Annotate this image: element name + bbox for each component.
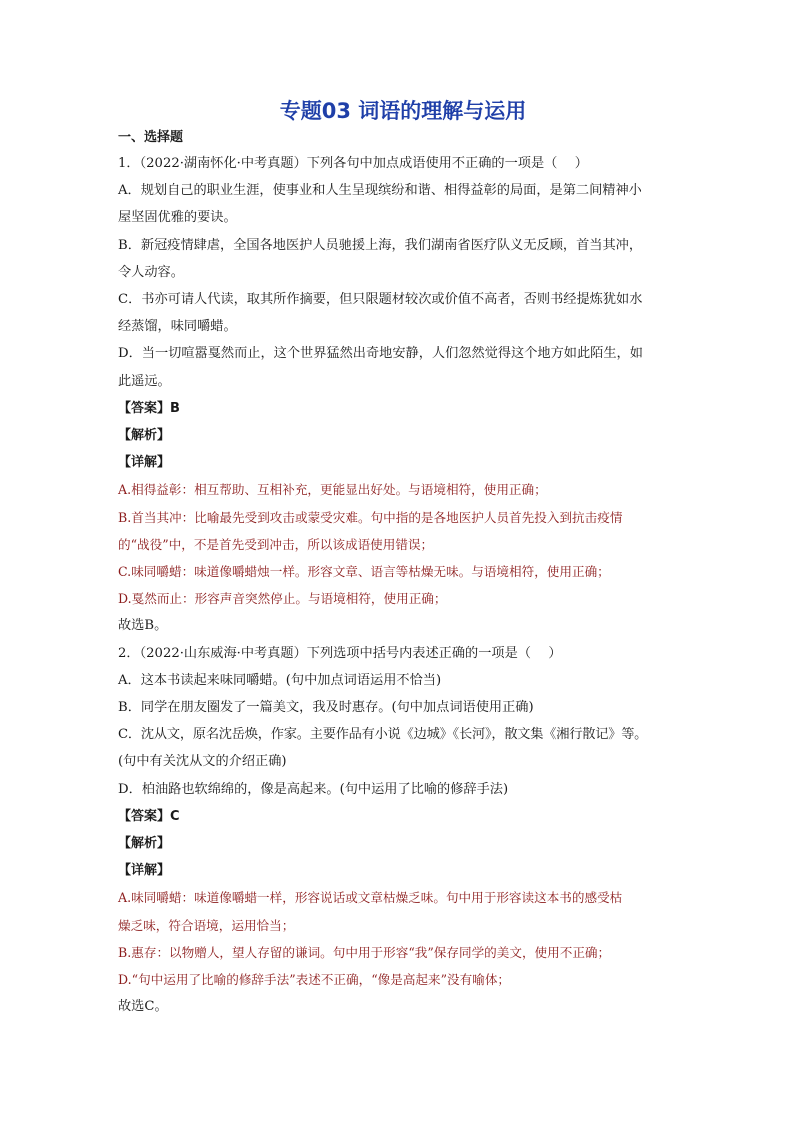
explanation-line: 燥乏味，符合语境，运用恰当； xyxy=(118,917,295,933)
option-c-line-1: C．沈从文，原名沈岳焕，作家。主要作品有小说《边城》《长河》，散文集《湘行散记》等。 xyxy=(118,727,648,743)
explanation-line: D.戛然而止：形容声音突然停止。与语境相符，使用正确； xyxy=(118,591,447,607)
explanation-line: C.味同嚼蜡：味道像嚼蜡烛一样。形容文章、语言等枯燥无味。与语境相符，使用正确； xyxy=(118,564,610,580)
option-c-line-2: 经蒸馏，味同嚼蜡。 xyxy=(118,319,237,335)
question-2 xyxy=(118,640,688,1021)
question-1 xyxy=(118,150,688,640)
conclusion: 故选C。 xyxy=(118,999,168,1015)
explanation-line: D.“句中运用了比喻的修辞手法”表述不正确，“像是高起来”没有喻体； xyxy=(118,972,511,988)
analysis-label: 【解析】 xyxy=(118,428,171,444)
explanation-line: A.相得益彰：相互帮助、互相补充，更能显出好处。与语境相符，使用正确； xyxy=(118,482,547,498)
option-b-line-1: B．同学在朋友圈发了一篇美文，我及时惠存。(句中加点词语使用正确) xyxy=(118,700,534,716)
question-stem: 1．（2022·湖南怀化·中考真题）下列各句中加点成语使用不正确的一项是（ ） xyxy=(118,156,588,171)
analysis-label: 【解析】 xyxy=(118,836,171,852)
option-d-line-2: 此遥远。 xyxy=(118,373,171,389)
option-c-line-2: (句中有关沈从文的介绍正确) xyxy=(118,754,287,770)
option-c-line-1: C．书亦可请人代读，取其所作摘要，但只限题材较次或价值不高者，否则书经提炼犹如水 xyxy=(118,292,643,308)
answer-label: 【答案】B xyxy=(118,400,180,416)
document-page xyxy=(118,96,688,1021)
explanation-line: B.惠存：以物赠人，望人存留的谦词。句中用于形容“我”保存同学的美文，使用不正确； xyxy=(118,944,611,960)
option-d-line-1: D．柏油路也软绵绵的，像是高起来。(句中运用了比喻的修辞手法) xyxy=(118,781,509,797)
option-a-line-1: A．规划自己的职业生涯，使事业和人生呈现缤纷和谐、相得益彰的局面，是第二间精神小 xyxy=(118,183,642,199)
page-title: 专题03 词语的理解与运用 xyxy=(279,99,527,123)
conclusion: 故选B。 xyxy=(118,618,168,634)
explanation-line: B.首当其冲：比喻最先受到攻击或蒙受灾难。句中指的是各地医护人员首先投入到抗击疫情 xyxy=(118,509,623,525)
section-heading: 一、选择题 xyxy=(118,130,184,145)
option-d-line-1: D．当一切喧嚣戛然而止，这个世界猛然出奇地安静，人们忽然觉得这个地方如此陌生，如 xyxy=(118,346,643,362)
option-b-line-2: 令人动容。 xyxy=(118,264,184,280)
explanation-line: A.味同嚼蜡：味道像嚼蜡一样，形容说话或文章枯燥乏味。句中用于形容读这本书的感受枯 xyxy=(118,890,623,906)
option-b-line-1: B．新冠疫情肆虐，全国各地医护人员驰援上海，我们湖南省医疗队义无反顾，首当其冲， xyxy=(118,237,642,253)
option-a-line-1: A．这本书读起来味同嚼蜡。(句中加点词语运用不恰当) xyxy=(118,672,442,688)
explanation-line: 的“战役”中，不是首先受到冲击，所以该成语使用错误； xyxy=(118,536,434,552)
answer-label: 【答案】C xyxy=(118,808,180,824)
detail-label: 【详解】 xyxy=(118,863,171,879)
detail-label: 【详解】 xyxy=(118,455,171,471)
option-a-line-2: 屋坚固优雅的要诀。 xyxy=(118,210,237,226)
question-stem: 2．（2022·山东威海·中考真题）下列选项中括号内表述正确的一项是（ ） xyxy=(118,645,562,661)
